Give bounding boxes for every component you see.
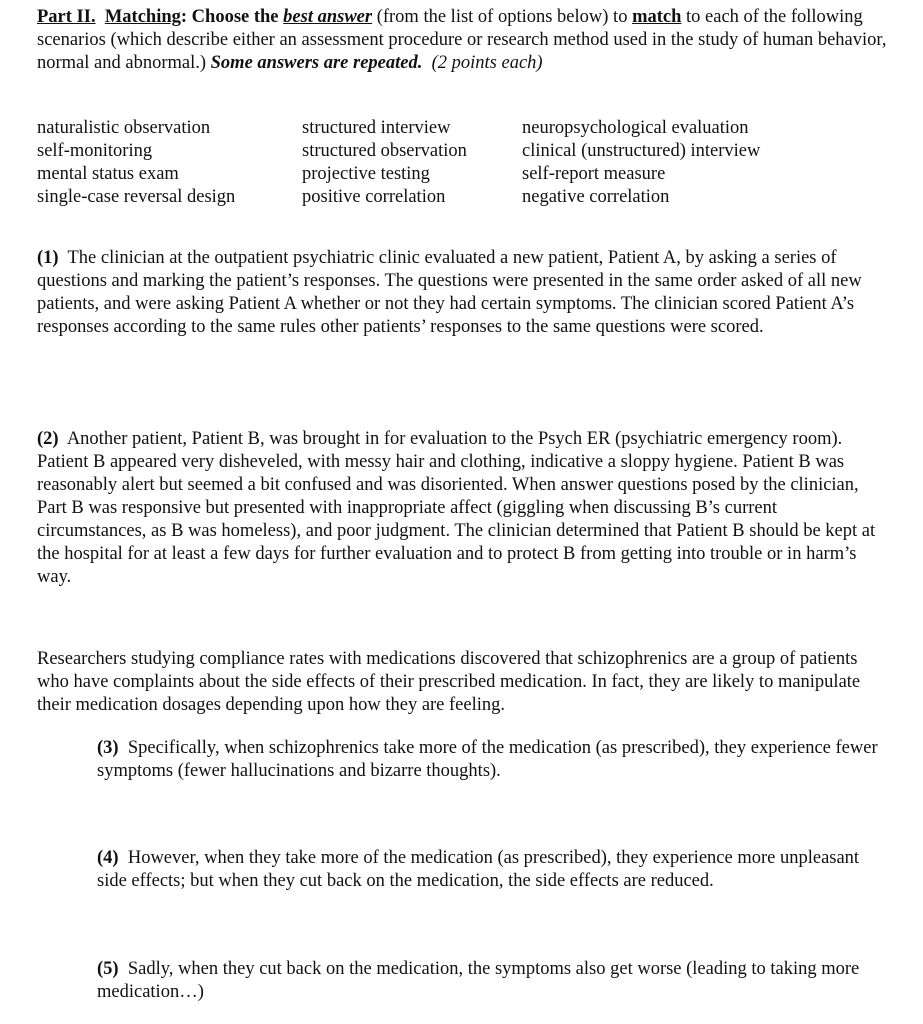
option-item: self-report measure (522, 164, 666, 184)
question-text: Another patient, Patient B, was brought in for evaluation to the Psych ER (psychiatric emergency room). Patient B appeared very disheveled, with messy hair and clothing, indicative a sloppy hygiene. Patient B was reasonably alert but seemed a bit confused and was disoriented. When answer questions posed by the clinician, Part B was responsive but presented with inappropriate affect (giggling when discussing B’s current circumstances, as B was homeless), and poor judgment. The clinician determined that Patient B should be kept at the hospital for at least a few days for further evaluation and to protect B from getting into trouble or in harm’s way. (37, 429, 876, 587)
option-item: negative correlation (522, 187, 670, 207)
question-5 (97, 958, 887, 1004)
option-item: clinical (unstructured) interview (522, 141, 761, 161)
repeated-note: Some answers are repeated. (210, 53, 423, 73)
matching-label: Matching (104, 7, 181, 27)
question-number: (5) (97, 959, 119, 979)
question-text: The clinician at the outpatient psychiatric clinic evaluated a new patient, Patient A, by asking a series of questions and marking the patient’s responses. The questions were presented in the same order asked of all new patients, and were asking Patient A whether or not they had certain symptoms. The clinician scored Patient A’s responses according to the same rules other patients’ responses to the same questions were scored. (37, 248, 862, 337)
question-text: Specifically, when schizophrenics take more of the medication (as prescribed), they experience fewer symptoms (fewer hallucinations and bizarre thoughts). (97, 738, 878, 781)
option-item: mental status exam (37, 164, 179, 184)
instruction-a: : Choose the (180, 7, 284, 27)
option-item: positive correlation (302, 187, 446, 207)
question-3 (97, 737, 887, 783)
option-item: projective testing (302, 164, 430, 184)
option-item: neuropsychological evaluation (522, 118, 749, 138)
option-item: single-case reversal design (37, 187, 236, 207)
option-item: naturalistic observation (37, 118, 211, 138)
instruction-b: (from the list of options below) to (372, 7, 633, 27)
options-column-2 (302, 117, 467, 209)
best-answer-emphasis: best answer (283, 7, 373, 27)
points-note: (2 points each) (431, 53, 543, 73)
instruction-c: to each of the following scenarios (which describe either an assessment procedure or research method used in the study of human behavior, normal and abnormal.) (37, 7, 887, 73)
option-item: structured observation (302, 141, 467, 161)
question-number: (3) (97, 738, 119, 758)
question-text: Sadly, when they cut back on the medication, the symptoms also get worse (leading to taking more medication…) (97, 959, 860, 1002)
part-label: Part II. (37, 7, 96, 27)
options-column-1 (37, 117, 235, 209)
option-item: structured interview (302, 118, 451, 138)
option-item: self-monitoring (37, 141, 153, 161)
question-number: (4) (97, 848, 119, 868)
question-text: However, when they take more of the medication (as prescribed), they experience more unpleasant side effects; but when they cut back on the medication, the side effects are reduced. (97, 848, 860, 891)
options-column-3 (522, 117, 760, 209)
answer-options (37, 117, 887, 212)
research-intro: Researchers studying compliance rates with medications discovered that schizophrenics are a group of patients who have complaints about the side effects of their prescribed medication. In fact, they are likely to manipulate their medication dosages depending upon how they are feeling. (37, 649, 861, 715)
question-number: (2) (37, 429, 59, 449)
question-number: (1) (37, 248, 59, 268)
instructions-header (37, 6, 887, 75)
question-1 (37, 247, 887, 339)
question-2 (37, 428, 887, 589)
match-emphasis: match (632, 7, 682, 27)
question-4 (97, 847, 887, 893)
